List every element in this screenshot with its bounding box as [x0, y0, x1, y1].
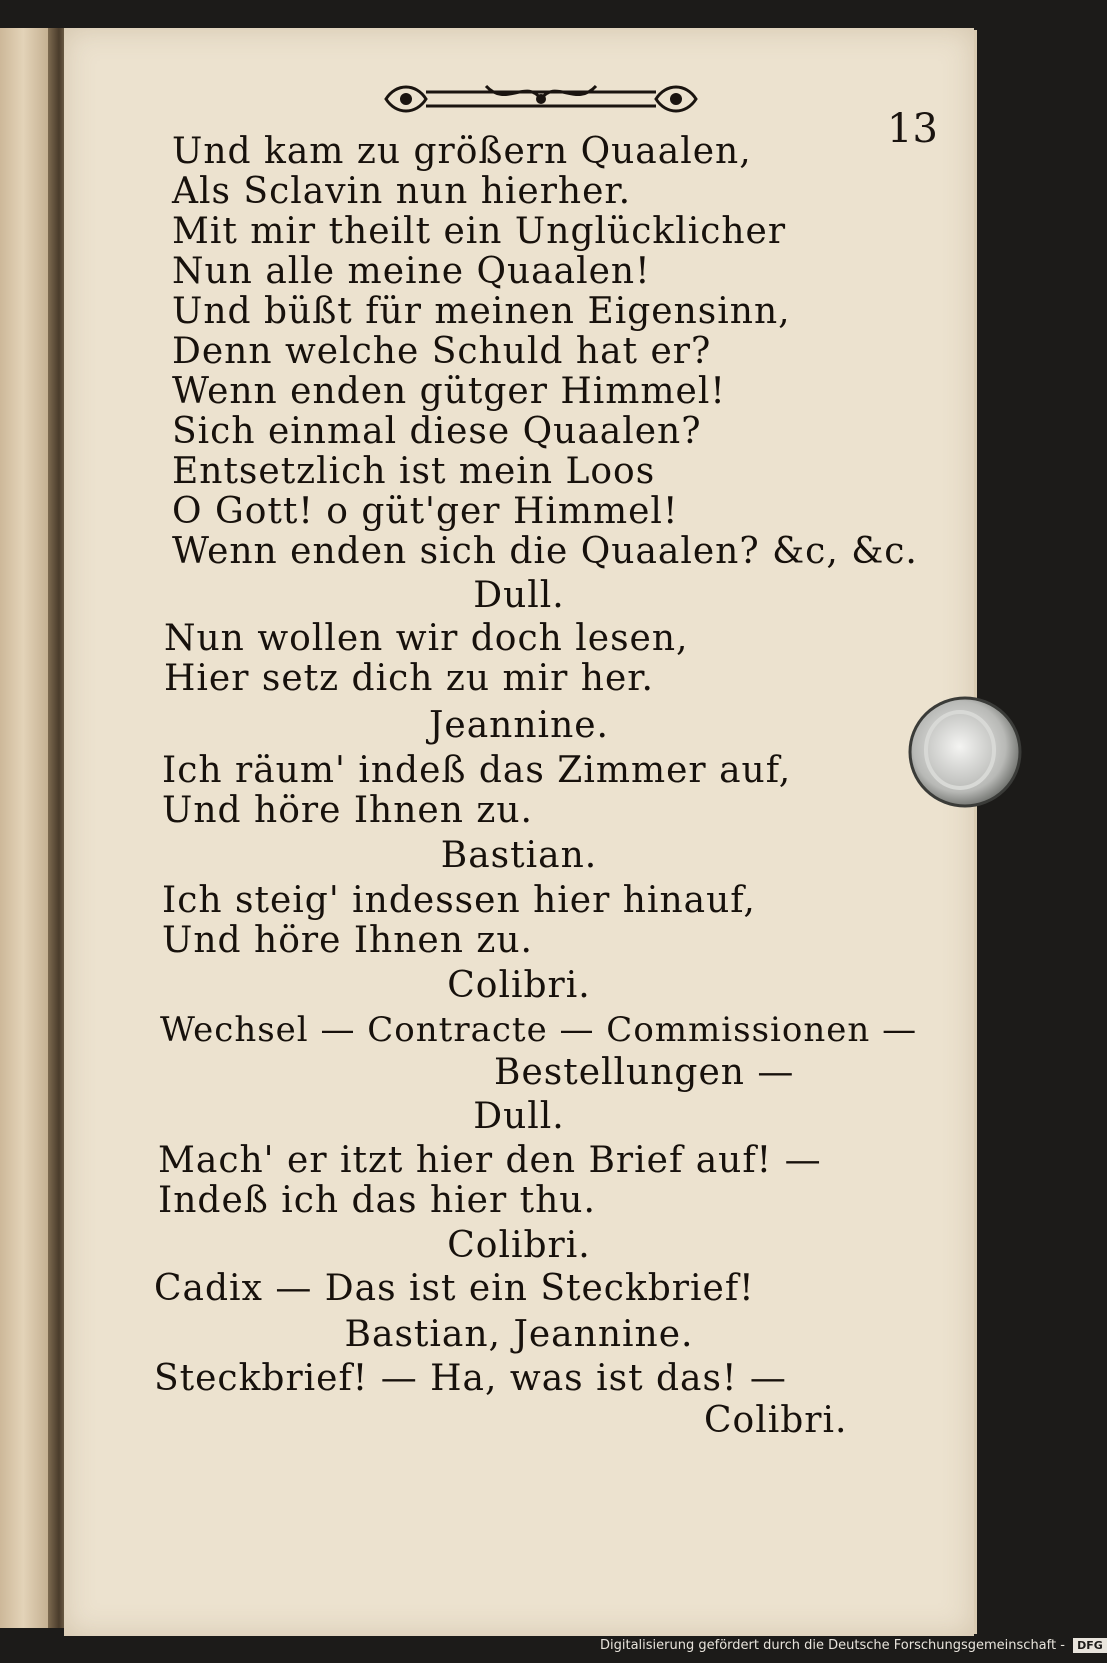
verse-line: Mach' er itzt hier den Brief auf! — [158, 1140, 822, 1181]
verse-line: Sich einmal diese Quaalen? [172, 411, 702, 452]
speaker-name: Dull. [473, 1096, 565, 1137]
speaker-name: Bastian, Jeannine. [344, 1314, 694, 1355]
verse-line: Wenn enden sich die Quaalen? &c, &c. [172, 531, 918, 572]
verse-line: Bestellungen — [494, 1052, 795, 1093]
verse-line: Denn welche Schuld hat er? [172, 331, 712, 372]
verse-line: Indeß ich das hier thu. [158, 1180, 596, 1221]
verse-line: Als Sclavin nun hierher. [172, 171, 632, 212]
verse-line: Wechsel — Contracte — Commissionen — [160, 1010, 918, 1050]
verse-line: Und kam zu größern Quaalen, [172, 131, 752, 172]
speaker-name: Colibri. [447, 1225, 591, 1266]
verse-line: Und höre Ihnen zu. [162, 790, 533, 831]
verse-line: Wenn enden gütger Himmel! [172, 371, 726, 412]
speaker-name: Jeannine. [428, 705, 610, 746]
page-clip-icon [905, 695, 1000, 810]
page-number: 13 [887, 106, 938, 152]
verse-line: Ich steig' indessen hier hinauf, [162, 880, 756, 921]
speaker-name: Colibri. [447, 965, 591, 1006]
book-page [64, 28, 974, 1636]
catchword: Colibri. [704, 1400, 848, 1441]
verse-line: Ich räum' indeß das Zimmer auf, [162, 750, 792, 791]
ornament-icon [376, 78, 706, 120]
verse-line: Nun wollen wir doch lesen, [164, 618, 689, 659]
verse-line: Steckbrief! — Ha, was ist das! — [154, 1358, 787, 1399]
verse-line: Und büßt für meinen Eigensinn, [172, 291, 791, 332]
speaker-name: Bastian. [440, 835, 598, 876]
verse-line: Hier setz dich zu mir her. [164, 658, 654, 699]
verse-line: Cadix — Das ist ein Steckbrief! [154, 1268, 755, 1309]
verse-line: Entsetzlich ist mein Loos [172, 451, 656, 492]
footer-credit [600, 1638, 1107, 1653]
verse-line: Mit mir theilt ein Unglücklicher [172, 211, 787, 252]
dfg-logo: DFG [1073, 1638, 1107, 1653]
verse-line: Und höre Ihnen zu. [162, 920, 533, 961]
footer-text: Digitalisierung gefördert durch die Deutsche Forschungsgemeinschaft - [600, 1638, 1065, 1653]
verse-line: Nun alle meine Quaalen! [172, 251, 651, 292]
speaker-name: Dull. [473, 575, 565, 616]
verse-line: O Gott! o güt'ger Himmel! [172, 491, 679, 532]
